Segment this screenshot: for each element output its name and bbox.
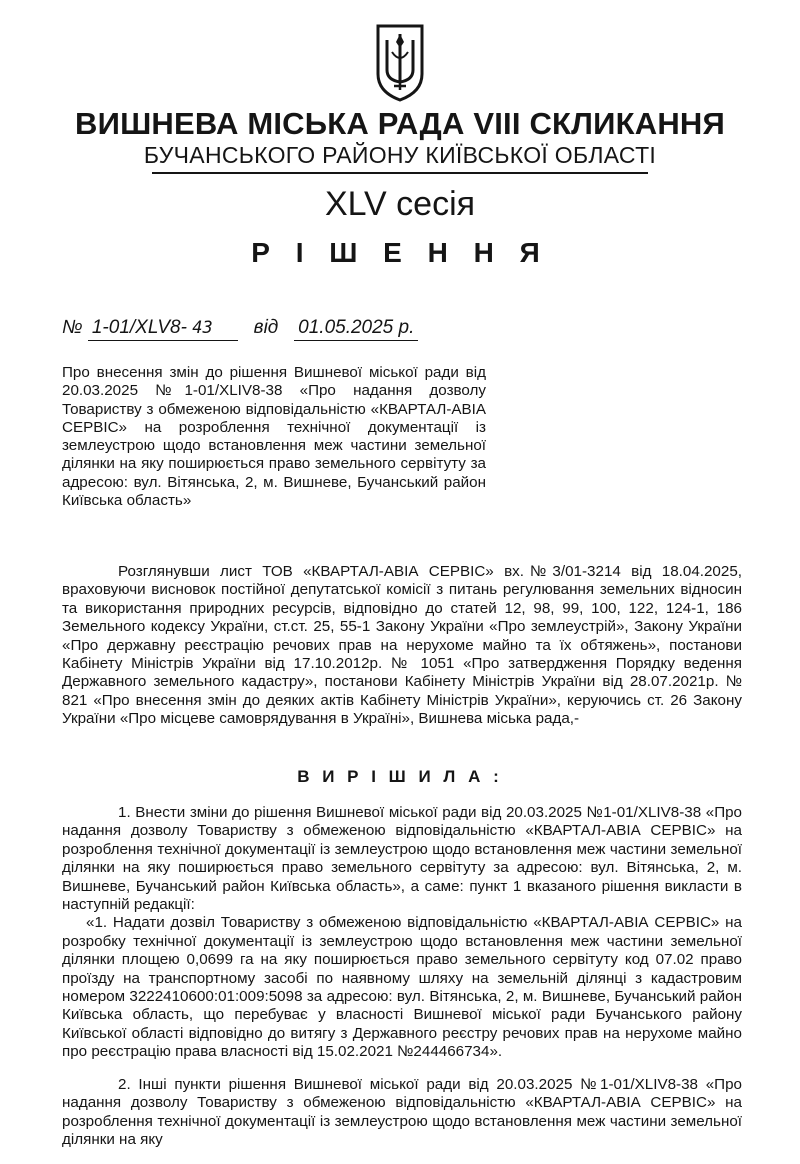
- decision-number-line: [62, 316, 418, 341]
- decision-heading: Р І Ш Е Н Н Я: [251, 237, 549, 268]
- item-1-intro: 1. Внести зміни до рішення Вишневої міської ради від 20.03.2025 №1-01/XLIV8-38 «Про надання дозволу Товариству з обмеженою відповідальністю «КВАРТАЛ-АВІА СЕРВІС» на розроблення технічної документації із землеустрою щодо встановлення меж частини земельної ділянки на яку поширюється право земельного сервітуту за адресою: вул. Вітянська, 2, м. Вишневе, Бучанський район Київська область», а саме: пункт 1 вказаного рішення викласти в наступній редакції:: [62, 804, 742, 914]
- preamble-paragraph: Розглянувши лист ТОВ «КВАРТАЛ-АВІА СЕРВІС» вх.№3/01-3214 від 18.04.2025, враховуючи висновок постійної депутатської комісії з питань регулювання земельних відносин та використання природних ресурсів, відповідно до статей 12, 98, 99, 100, 122, 124-1, 186 Земельного кодексу України, ст.ст. 25, 55-1 Закону України «Про землеустрій», Закону України «Про державну реєстрацію речових прав на нерухоме майно та їх обтяжень», постанови Кабінету Міністрів України від 17.10.2012р. № 1051 «Про затвердження Порядку ведення Державного земельного кадастру», постанови Кабінету Міністрів України від 28.07.2021р. № 821 «Про внесення змін до деяких актів Кабінету Міністрів України», керуючись ст. 26 Закону України «Про місцеве самоврядування в Україні», Вишнева міська рада,-: [62, 563, 742, 728]
- item-1: [62, 804, 742, 1062]
- decision-number-handwritten: 43: [192, 318, 213, 338]
- date-label: від: [253, 317, 279, 338]
- header-divider: [152, 172, 648, 174]
- decision-date: 01.05.2025 р.: [294, 316, 418, 341]
- session-title: XLV сесія: [324, 185, 476, 223]
- item-1-quote: «1. Надати дозвіл Товариству з обмеженою відповідальністю «КВАРТАЛ-АВІА СЕРВІС» на розробку технічної документації із землеустрою щодо встановлення меж частини земельної ділянки площею 0,0699 га на яку поширюється право земельного сервітуту код 07.02 право проїзду на транспортному засобі по наявному шляху на земельній ділянці з кадастровим номером 3222410600:01:009:5098 за адресою: вул. Вітянська, 2, м. Вишневе, Бучанський район Київська область, що перебуває у власності Вишневої міської ради Бучанського району Київської області відповідно до витягу з Державного реєстру речових прав на нерухоме майно про реєстрацію права власності від 15.02.2021 №244466734».: [62, 914, 742, 1061]
- trident-emblem-icon: [372, 22, 428, 102]
- item-2-text: 2. Інші пункти рішення Вишневої міської ради від 20.03.2025 №1-01/XLIV8-38 «Про надання дозволу Товариству з обмеженою відповідальністю «КВАРТАЛ-АВІА СЕРВІС» на розроблення технічної документації із землеустрою щодо встановлення меж частини земельної ділянки на яку: [62, 1076, 742, 1149]
- resolved-heading: В И Р І Ш И Л А :: [297, 767, 503, 786]
- council-title: ВИШНЕВА МІСЬКА РАДА VIII СКЛИКАННЯ: [75, 106, 725, 141]
- number-label: №: [62, 317, 83, 338]
- decision-subject: Про внесення змін до рішення Вишневої міської ради від 20.03.2025 №1-01/XLIV8-38 «Про надання дозволу Товариству з обмеженою відповідальністю «КВАРТАЛ-АВІА СЕРВІС» на розроблення технічної документації із землеустрою щодо встановлення меж частини земельної ділянки на яку поширюється право земельного сервітуту за адресою: вул. Вітянська, 2, м. Вишневе, Бучанський район Київська область»: [62, 364, 486, 510]
- item-2: [62, 1076, 742, 1150]
- decision-number: [88, 316, 238, 341]
- decision-number-prefix: 1-01/XLV8-: [91, 317, 187, 338]
- district-subtitle: БУЧАНСЬКОГО РАЙОНУ КИЇВСЬКОЇ ОБЛАСТІ: [143, 142, 657, 168]
